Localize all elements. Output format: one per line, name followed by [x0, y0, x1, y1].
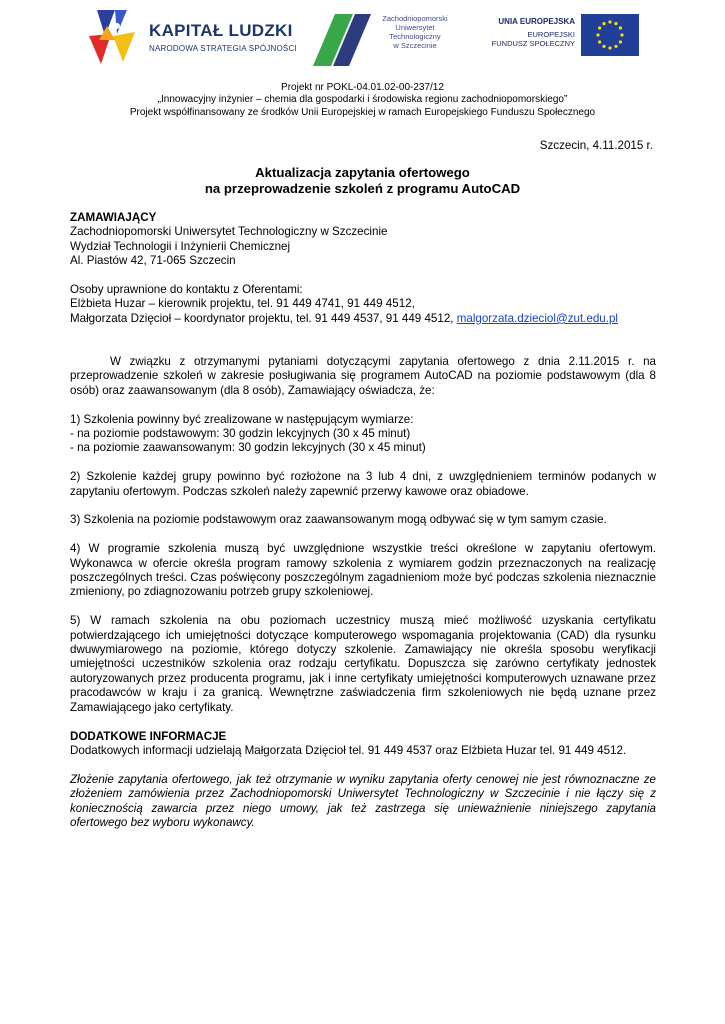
kapital-ludzki-emblem-icon	[87, 6, 143, 66]
point-2: 2) Szkolenie każdej grupy powinno być rozłożone na 3 lub 4 dni, z uwzględnieniem terminów podanych w zapytaniu ofertowym. Podczas szkoleń należy zapewnić przerwy kawowe oraz obiadowe.	[70, 470, 656, 498]
document-date: Szczecin, 4.11.2015 r.	[539, 139, 653, 152]
contact-person-2	[70, 312, 656, 326]
spacer	[70, 398, 656, 412]
eu-subtitle	[487, 30, 575, 48]
logo-bar	[87, 6, 639, 66]
project-number: Projekt nr POKL-04.01.02-00-237/12	[281, 82, 444, 93]
contacts-intro: Osoby uprawnione do kontaktu z Oferentami:	[70, 283, 303, 297]
zut-logo	[313, 12, 463, 68]
kapital-ludzki-subtitle: NARODOWA STRATEGIA SPÓJNOŚCI	[149, 44, 297, 53]
zut-line1: Zachodniopomorski	[382, 14, 448, 23]
spacer	[70, 269, 656, 283]
title-line1: Aktualizacja zapytania ofertowego	[255, 165, 470, 180]
additional-info-text: Dodatkowych informacji udzielają Małgorzata Dzięcioł tel. 91 449 4537 oraz Elżbieta Huzar tel. 91 449 4512.	[70, 743, 627, 757]
point-3: 3) Szkolenia na poziomie podstawowym oraz zaawansowanym mogą odbywać się w tym samym czasie.	[70, 513, 607, 527]
orderer-address: Al. Piastów 42, 71-065 Szczecin	[70, 254, 236, 268]
point-4: 4) W programie szkolenia muszą być uwzględnione wszystkie treści określone w zapytaniu ofertowym. Wykonawca w ofercie określa program ramowy szkolenia z wymiarem godzin przeznaczonych na realizację poszczególnych treści. Czas poświęcony poszczególnym zagadnieniom może być podczas szkolenia nieznacznie zmieniony, po zdiagnozowaniu potrzeb grupy szkoleniowej.	[70, 542, 656, 599]
orderer-department: Wydział Technologii i Inżynierii Chemicznej	[70, 239, 291, 253]
intro-paragraph: W związku z otrzymanymi pytaniami dotyczącymi zapytania ofertowego z dnia 2.11.2015 r. na przeprowadzenie szkoleń w zakresie posługiwania się programem AutoCAD na poziomie podstawowym (dla 8 osób) oraz zaawansowanym (dla 8 osób), Zamawiający oświadcza, że:	[70, 355, 656, 397]
spacer	[70, 499, 656, 513]
eu-logo	[487, 14, 639, 68]
kapital-ludzki-logo	[87, 6, 297, 66]
zut-emblem-icon	[313, 12, 371, 68]
project-header	[0, 82, 725, 119]
title-line2: na przeprowadzenie szkoleń z programu AutoCAD	[204, 181, 521, 196]
orderer-name: Zachodniopomorski Uniwersytet Technologiczny w Szczecinie	[70, 225, 388, 239]
disclaimer: Złożenie zapytania ofertowego, jak też otrzymanie w wyniku zapytania oferty cenowej nie jest równoznaczne ze złożeniem zamówienia przez Zachodniopomorski Uniwersytet Technologiczny w Szczecinie i nie łączy się z koniecznością zawarcia przez niego umowy, jak też zastrzega się unieważnienie niniejszego zapytania ofertowego bez wyboru wykonawcy.	[70, 772, 656, 829]
eu-line2: EUROPEJSKI	[527, 30, 575, 39]
point-1-heading: 1) Szkolenia powinny być zrealizowane w następującym wymiarze:	[70, 412, 414, 426]
contact-email-link[interactable]: malgorzata.dzieciol@zut.edu.pl	[456, 311, 619, 325]
orderer-heading: ZAMAWIAJĄCY	[70, 211, 157, 224]
point-5: 5) W ramach szkolenia na obu poziomach uczestnicy muszą mieć możliwość uzyskania certyfikatu potwierdzającego ich umiejętności dotyczące komputerowego wspomagania projektowania (CAD) dla rysunku dwuwymiarowego na poziomie, którego dotyczy szkolenie. Zamawiający nie określa sposobu weryfikacji umiejętności uczestników szkolenia oraz rodzaju certyfikatu. Dopuszcza się zarówno certyfikaty jednostek autoryzowanych przez producenta programu, jak i inne certyfikaty umiejętności komputerowych uznawane przez pracodawców w kraju i za granicą. Wewnętrzne zaświadczenia firm szkoleniowych nie będą uznane przez Zamawiającego jako certyfikaty.	[70, 614, 656, 714]
zut-logo-text	[371, 14, 459, 50]
spacer	[70, 326, 656, 355]
project-funding: Projekt współfinansowany ze środków Unii Europejskiej w ramach Europejskiego Funduszu Społecznego	[129, 106, 596, 118]
contact-person-1: Elżbieta Huzar – kierownik projektu, tel. 91 449 4741, 91 449 4512,	[70, 297, 415, 311]
spacer	[70, 600, 656, 614]
point-1-basic: - na poziomie podstawowym: 30 godzin lekcyjnych (30 x 45 minut)	[70, 427, 411, 441]
document-title	[0, 165, 725, 197]
zut-line4: w Szczecinie	[393, 41, 437, 50]
document-body	[70, 211, 656, 830]
zut-line3: Technologiczny	[389, 32, 441, 41]
project-title: „Innowacyjny inżynier – chemia dla gospodarki i środowiska regionu zachodniopomorskiego”	[157, 94, 568, 106]
contact-person-2-text: Małgorzata Dzięcioł – koordynator projektu, tel. 91 449 4537, 91 449 4512,	[70, 311, 454, 325]
eu-title: UNIA EUROPEJSKA	[498, 17, 575, 26]
zut-line2: Uniwersytet	[395, 23, 435, 32]
eu-line3: FUNDUSZ SPOŁECZNY	[491, 39, 575, 48]
point-1-advanced: - na poziomie zaawansowanym: 30 godzin lekcyjnych (30 x 45 minut)	[70, 441, 426, 455]
spacer	[70, 456, 656, 470]
eu-flag-icon	[581, 14, 639, 56]
spacer	[70, 528, 656, 542]
kapital-ludzki-title: KAPITAŁ LUDZKI	[149, 21, 293, 40]
additional-info-heading: DODATKOWE INFORMACJE	[70, 729, 227, 743]
spacer	[70, 715, 656, 729]
spacer	[70, 758, 656, 772]
